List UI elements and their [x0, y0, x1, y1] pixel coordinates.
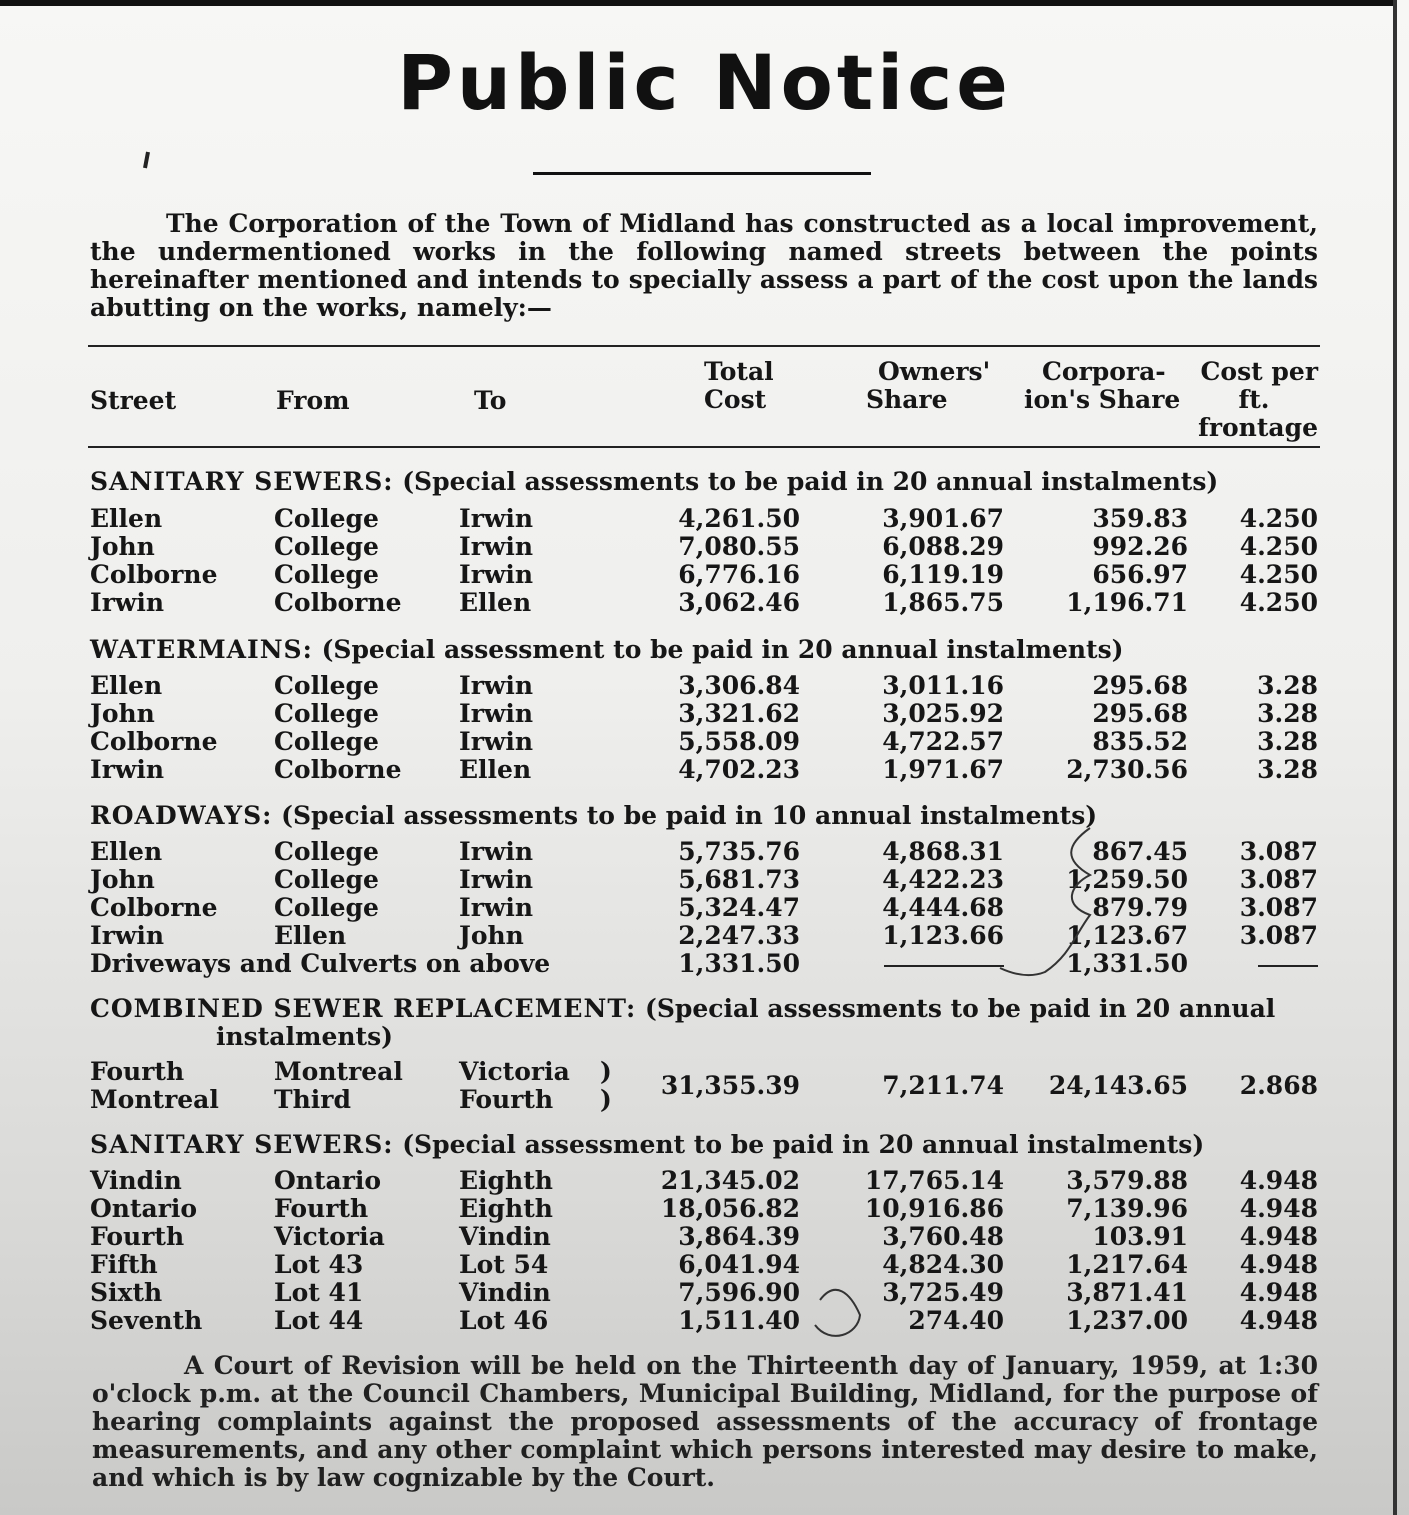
cell-street: Ellen	[90, 671, 163, 700]
cell-to: Ellen	[459, 755, 532, 784]
cell-street: Colborne	[90, 560, 218, 589]
cell-to: Irwin	[459, 532, 534, 561]
section-note: (Special assessment to be paid in 20 annual instalments)	[321, 635, 1124, 664]
cell-corp: 1,217.64	[1066, 1250, 1188, 1279]
section-note: (Special assessments to be paid in 20 annual instalments)	[402, 467, 1219, 496]
cell-owners: 1,865.75	[882, 588, 1004, 617]
cell-per-ft: 4.948	[1239, 1166, 1318, 1195]
cell-from: College	[274, 671, 379, 700]
cell-corp: 1,331.50	[1066, 949, 1188, 978]
cell-from: College	[274, 727, 379, 756]
cell-corp: 103.91	[1092, 1222, 1188, 1251]
cell-corp: 867.45	[1092, 837, 1188, 866]
cell-from: Third	[274, 1085, 351, 1114]
cell-owners: 17,765.14	[864, 1166, 1004, 1195]
cell-per-ft: 4.948	[1239, 1278, 1318, 1307]
cell-to: Irwin	[459, 671, 534, 700]
closing-paragraph: A Court of Revision will be held on the Thirteenth day of January, 1959, at 1:30 o'clock p.m. at the Council Chambers, Municipal Building, Midland, for the purpose of hearing complaints against the proposed assessments of the accuracy of frontage measurements, and any other complaint which persons interested may desire to make, and which is by law cognizable by the Court.	[92, 1351, 1318, 1492]
cell-corp: 1,196.71	[1066, 588, 1188, 617]
cell-corp: 656.97	[1092, 560, 1188, 589]
cell-owners: 4,422.23	[882, 865, 1004, 894]
cell-street: John	[90, 699, 155, 728]
cell-from: Victoria	[274, 1222, 385, 1251]
cell-to: Irwin	[459, 727, 534, 756]
cell-corp: 3,871.41	[1066, 1278, 1188, 1307]
cell-to: Vindin	[459, 1278, 551, 1307]
cell-from: Lot 43	[274, 1250, 364, 1279]
cell-owners: 4,444.68	[882, 893, 1004, 922]
header-from: From	[276, 386, 350, 415]
cell-total: 3,321.62	[678, 699, 800, 728]
cell-per-ft: 4.948	[1239, 1222, 1318, 1251]
section-name: SANITARY SEWERS:	[90, 467, 394, 496]
cell-street: Colborne	[90, 727, 218, 756]
cell-street: Fourth	[90, 1222, 185, 1251]
cell-street: Fifth	[90, 1250, 158, 1279]
cell-to: Ellen	[459, 588, 532, 617]
cell-street: Irwin	[90, 921, 165, 950]
cell-owners: 3,725.49	[882, 1278, 1004, 1307]
cell-street: Montreal	[90, 1085, 219, 1114]
cell-per-ft: 3.28	[1257, 699, 1318, 728]
cell-per-ft: 3.087	[1239, 893, 1318, 922]
pencil-circle-mark	[815, 1290, 860, 1336]
header-owners-line1: Owners'	[878, 357, 991, 386]
cell-per-ft: 3.28	[1257, 671, 1318, 700]
cell-corp: 24,143.65	[1048, 1071, 1188, 1100]
cell-per-ft: 4.948	[1239, 1250, 1318, 1279]
cell-corp: 7,139.96	[1066, 1194, 1188, 1223]
cell-total: 4,702.23	[678, 755, 800, 784]
cell-owners: 1,971.67	[882, 755, 1004, 784]
cell-owners: 4,824.30	[882, 1250, 1004, 1279]
speck-mark	[145, 152, 148, 168]
intro-paragraph: The Corporation of the Town of Midland has constructed as a local improvement, the undermentioned works in the following named streets between the points hereinafter mentioned and intends to specially assess a part of the cost upon the lands abutting on the works, namely:—	[90, 209, 1318, 322]
cell-to: Victoria	[459, 1057, 570, 1086]
cell-to: Irwin	[459, 893, 534, 922]
header-perft-line3: frontage	[1198, 413, 1318, 442]
cell-from: Ontario	[274, 1166, 382, 1195]
cell-from: Lot 41	[274, 1278, 364, 1307]
cell-corp: 1,123.67	[1066, 921, 1188, 950]
header-total-line2: Cost	[704, 385, 767, 414]
cell-street: Seventh	[90, 1306, 203, 1335]
cell-to: Irwin	[459, 837, 534, 866]
cell-total: 21,345.02	[660, 1166, 800, 1195]
cell-owners: 7,211.74	[882, 1071, 1004, 1100]
cell-per-ft: 2.868	[1239, 1071, 1318, 1100]
cell-street: Colborne	[90, 893, 218, 922]
notice-title: Public Notice	[397, 38, 1012, 127]
cell-owners: 274.40	[908, 1306, 1004, 1335]
cell-corp: 295.68	[1092, 699, 1188, 728]
cell-owners: 3,901.67	[882, 504, 1004, 533]
cell-from: Colborne	[274, 755, 402, 784]
cell-street: Ontario	[90, 1194, 198, 1223]
cell-owners: 4,868.31	[882, 837, 1004, 866]
cell-total: 4,261.50	[678, 504, 800, 533]
cell-owners: 6,119.19	[882, 560, 1004, 589]
cell-total: 5,681.73	[678, 865, 800, 894]
cell-per-ft: 3.087	[1239, 865, 1318, 894]
cell-total: 6,776.16	[678, 560, 800, 589]
cell-per-ft: 3.28	[1257, 755, 1318, 784]
cell-from: College	[274, 699, 379, 728]
cell-to: Irwin	[459, 865, 534, 894]
cell-total: 7,080.55	[678, 532, 800, 561]
section-note: (Special assessments to be paid in 10 annual instalments)	[281, 801, 1098, 830]
section-name: SANITARY SEWERS:	[90, 1130, 394, 1159]
cell-per-ft: 4.250	[1239, 588, 1318, 617]
section-note-continued: instalments)	[216, 1022, 393, 1051]
cell-total: 3,864.39	[678, 1222, 800, 1251]
cell-per-ft: 4.250	[1239, 504, 1318, 533]
cell-total: 3,062.46	[678, 588, 800, 617]
cell-owners: 10,916.86	[864, 1194, 1004, 1223]
cell-per-ft: 4.948	[1239, 1306, 1318, 1335]
cell-owners: 3,011.16	[882, 671, 1004, 700]
header-corp-line2: ion's Share	[1024, 385, 1181, 414]
cell-from: Montreal	[274, 1057, 403, 1086]
cell-street: John	[90, 532, 155, 561]
header-perft-line1: Cost per	[1200, 357, 1318, 386]
cell-street: John	[90, 865, 155, 894]
cell-to: Irwin	[459, 699, 534, 728]
header-total-line1: Total	[704, 357, 774, 386]
cell-to: Eighth	[459, 1194, 553, 1223]
cell-owners: 3,025.92	[882, 699, 1004, 728]
cell-street: Irwin	[90, 588, 165, 617]
header-corp-line1: Corpora-	[1042, 357, 1166, 386]
cell-corp: 1,259.50	[1066, 865, 1188, 894]
cell-to: John	[459, 921, 524, 950]
cell-street: Sixth	[90, 1278, 163, 1307]
cell-total: 3,306.84	[678, 671, 800, 700]
cell-total: 1,331.50	[678, 949, 800, 978]
cell-from: Ellen	[274, 921, 347, 950]
cell-street: Fourth	[90, 1057, 185, 1086]
cell-street: Ellen	[90, 837, 163, 866]
cell-to: Irwin	[459, 504, 534, 533]
cell-per-ft: 4.250	[1239, 532, 1318, 561]
cell-to: Lot 54	[459, 1250, 549, 1279]
cell-total: 5,324.47	[678, 893, 800, 922]
cell-per-ft: 4.948	[1239, 1194, 1318, 1223]
header-to: To	[474, 386, 507, 415]
cell-from: College	[274, 532, 379, 561]
cell-total: 5,558.09	[678, 727, 800, 756]
section-note: (Special assessment to be paid in 20 annual instalments)	[402, 1130, 1205, 1159]
cell-owners: 4,722.57	[882, 727, 1004, 756]
cell-owners: 6,088.29	[882, 532, 1004, 561]
bracket-glyph: )	[600, 1057, 612, 1086]
cell-total: 2,247.33	[678, 921, 800, 950]
cell-total: 6,041.94	[678, 1250, 800, 1279]
cell-from: College	[274, 865, 379, 894]
cell-total: 18,056.82	[660, 1194, 800, 1223]
cell-to: Fourth	[459, 1085, 554, 1114]
cell-per-ft: 3.087	[1239, 837, 1318, 866]
cell-from: Fourth	[274, 1194, 369, 1223]
cell-corp: 992.26	[1092, 532, 1188, 561]
cell-per-ft: 3.28	[1257, 727, 1318, 756]
cell-corp: 835.52	[1092, 727, 1188, 756]
cell-to: Lot 46	[459, 1306, 549, 1335]
cell-corp: 295.68	[1092, 671, 1188, 700]
cell-corp: 3,579.88	[1066, 1166, 1188, 1195]
cell-total: 7,596.90	[678, 1278, 800, 1307]
cell-to: Vindin	[459, 1222, 551, 1251]
cell-from: College	[274, 893, 379, 922]
cell-from: College	[274, 504, 379, 533]
cell-owners: 3,760.48	[882, 1222, 1004, 1251]
cell-street: Irwin	[90, 755, 165, 784]
cell-corp: 359.83	[1092, 504, 1188, 533]
cell-owners: 1,123.66	[882, 921, 1004, 950]
header-perft-line2: ft.	[1238, 385, 1270, 414]
cell-corp: 1,237.00	[1066, 1306, 1188, 1335]
cell-total: 1,511.40	[678, 1306, 800, 1335]
header-owners-line2: Share	[866, 385, 948, 414]
cell-total: 5,735.76	[678, 837, 800, 866]
cell-per-ft: 3.087	[1239, 921, 1318, 950]
header-street: Street	[90, 386, 177, 415]
section-note: (Special assessments to be paid in 20 annual	[644, 994, 1276, 1023]
cell-from: College	[274, 560, 379, 589]
section-name: WATERMAINS:	[90, 635, 313, 664]
cell-from: Lot 44	[274, 1306, 364, 1335]
cell-to: Eighth	[459, 1166, 553, 1195]
cell-street: Ellen	[90, 504, 163, 533]
cell-street: Vindin	[90, 1166, 182, 1195]
pencil-bracket-mark	[1000, 828, 1090, 975]
cell-from: College	[274, 837, 379, 866]
section-name: ROADWAYS:	[90, 801, 273, 830]
cell-per-ft: 4.250	[1239, 560, 1318, 589]
cell-corp: 2,730.56	[1066, 755, 1188, 784]
cell-driveways-label: Driveways and Culverts on above	[90, 949, 551, 978]
bracket-glyph: )	[600, 1085, 612, 1114]
cell-from: Colborne	[274, 588, 402, 617]
section-name: COMBINED SEWER REPLACEMENT:	[90, 994, 637, 1023]
cell-corp: 879.79	[1092, 893, 1188, 922]
cell-total: 31,355.39	[660, 1071, 800, 1100]
cell-to: Irwin	[459, 560, 534, 589]
